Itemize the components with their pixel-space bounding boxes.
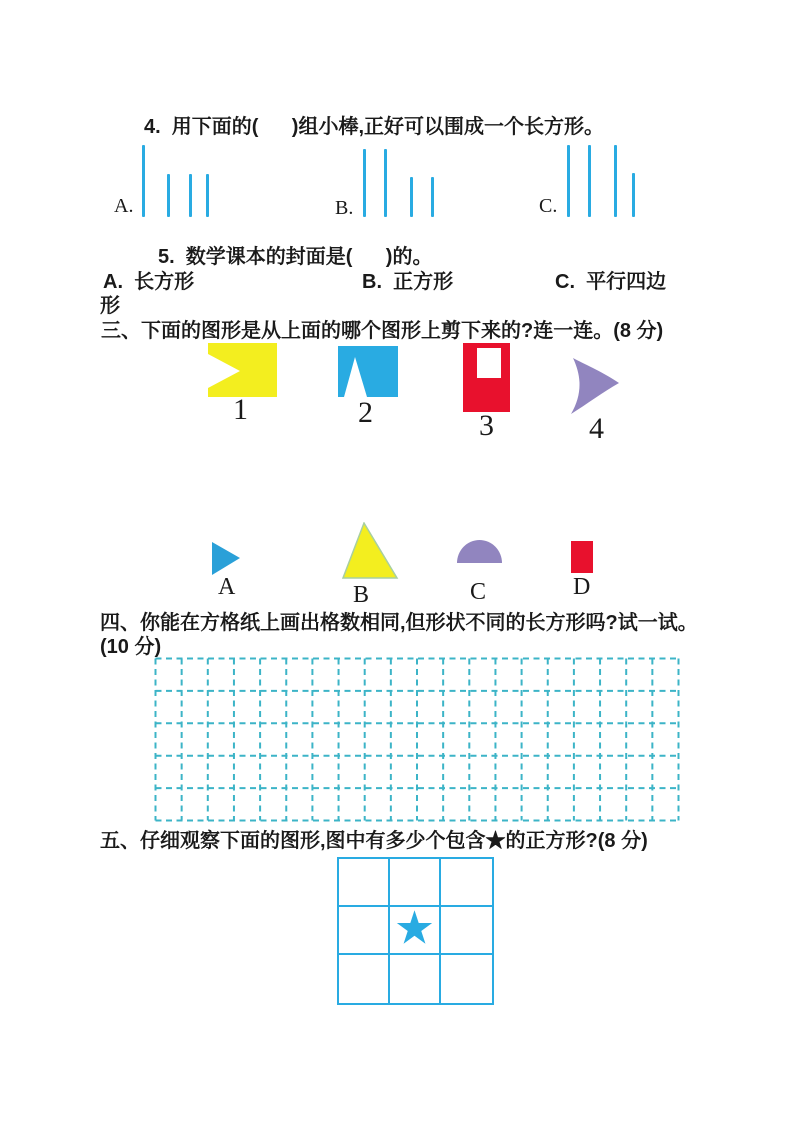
stick bbox=[588, 145, 591, 217]
source-shape-a-label: A bbox=[218, 574, 236, 600]
star-grid-cell bbox=[441, 859, 492, 907]
stick bbox=[431, 177, 434, 217]
cut-shape-2 bbox=[338, 346, 399, 398]
stick bbox=[363, 149, 366, 217]
stick bbox=[167, 174, 170, 217]
cut-shape-4-label: 4 bbox=[589, 412, 604, 445]
star-grid-cell bbox=[441, 907, 492, 955]
rectangle-hole bbox=[477, 348, 501, 378]
star-grid-cell bbox=[390, 955, 441, 1003]
source-shape-b-label: B bbox=[353, 582, 370, 608]
stick bbox=[410, 177, 413, 217]
stick-group-b bbox=[363, 149, 437, 217]
yellow-notched-square bbox=[208, 343, 277, 397]
star-grid-cell bbox=[339, 907, 390, 955]
cut-shape-1-label: 1 bbox=[233, 393, 248, 426]
stick bbox=[384, 149, 387, 217]
cut-shape-1 bbox=[208, 343, 278, 398]
yellow-triangle bbox=[343, 523, 397, 578]
stick-group-b-label: B. bbox=[335, 197, 354, 219]
stick bbox=[567, 145, 570, 217]
section-4-heading-line2: (10 分) bbox=[100, 636, 162, 658]
star-grid-cell bbox=[339, 859, 390, 907]
section-5-heading: 五、仔细观察下面的图形,图中有多少个包含★的正方形?(8 分) bbox=[100, 830, 648, 852]
stick-group-a bbox=[142, 145, 212, 217]
stick bbox=[206, 174, 209, 217]
cut-shape-2-label: 2 bbox=[358, 396, 373, 429]
stick-group-c bbox=[567, 145, 638, 217]
stick bbox=[614, 145, 617, 217]
star-grid-cell bbox=[339, 955, 390, 1003]
blue-triangle bbox=[212, 542, 240, 575]
stick bbox=[142, 145, 145, 217]
stick-group-a-label: A. bbox=[114, 195, 134, 217]
star-grid-cell bbox=[390, 901, 441, 955]
question-5-option-c: C. 平行四边 bbox=[555, 271, 667, 293]
section-3-heading: 三、下面的图形是从上面的哪个图形上剪下来的?连一连。(8 分) bbox=[101, 320, 664, 342]
question-5-option-b: B. 正方形 bbox=[362, 271, 454, 293]
source-shape-d-label: D bbox=[573, 574, 591, 600]
question-5-text: 5. 数学课本的封面是( )的。 bbox=[158, 246, 433, 268]
purple-arrowhead bbox=[571, 358, 619, 414]
source-shape-a bbox=[212, 541, 241, 576]
cut-shape-3 bbox=[463, 343, 511, 413]
cyan-notched-square bbox=[338, 346, 398, 397]
stick-group-c-label: C. bbox=[539, 195, 558, 217]
cut-shape-3-label: 3 bbox=[479, 409, 494, 442]
question-5-option-a: A. 长方形 bbox=[103, 271, 195, 293]
star-grid-cell bbox=[390, 859, 441, 907]
star-grid bbox=[337, 857, 494, 1005]
stick bbox=[189, 174, 192, 217]
question-5-option-c-wrap: 形 bbox=[100, 295, 120, 317]
source-shape-b bbox=[342, 522, 399, 580]
section-4-heading: 四、你能在方格纸上画出格数相同,但形状不同的长方形吗?试一试。 bbox=[100, 612, 698, 634]
question-4-text: 4. 用下面的( )组小棒,正好可以围成一个长方形。 bbox=[144, 116, 605, 138]
star-grid-cell bbox=[441, 955, 492, 1003]
star-icon: ★ bbox=[393, 901, 436, 954]
red-rectangle bbox=[571, 541, 593, 573]
source-shape-c-label: C bbox=[470, 579, 487, 605]
stick bbox=[632, 173, 635, 217]
cut-shape-4 bbox=[567, 358, 620, 415]
dashed-grid-paper bbox=[154, 657, 680, 822]
purple-semicircle bbox=[457, 540, 502, 563]
